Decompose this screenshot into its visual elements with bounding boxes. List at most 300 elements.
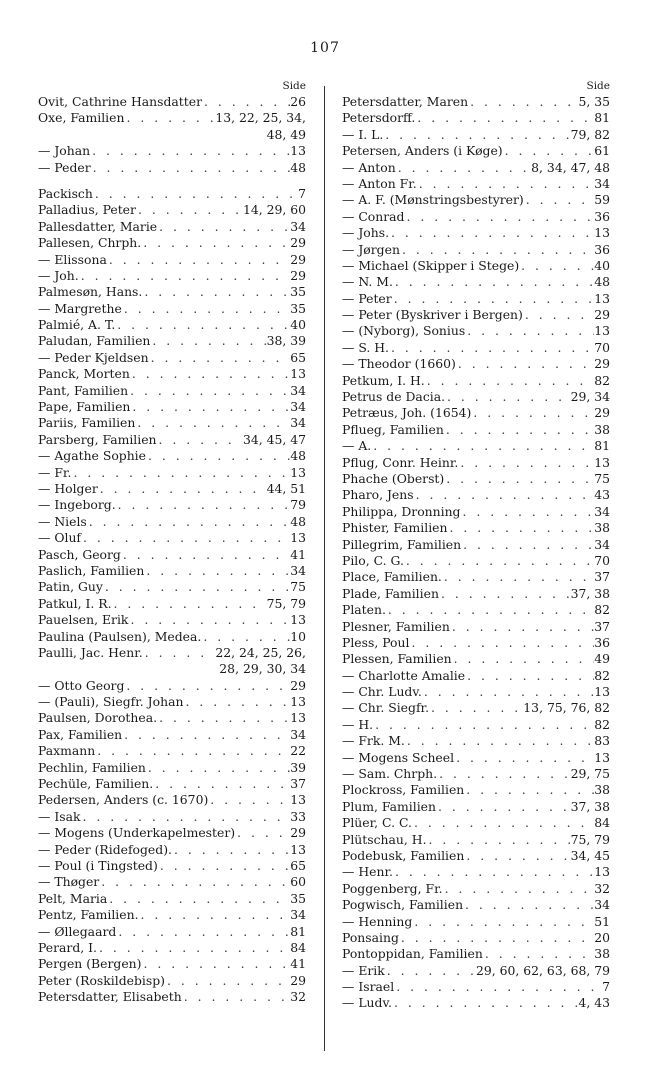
- entry-name: Paulli, Jac. Henr.: [38, 644, 143, 660]
- index-entry: [38, 202, 306, 218]
- entry-name: — Conrad: [342, 208, 405, 224]
- entry-name: Perard, I.: [38, 939, 97, 955]
- entry-pages: 29, 34: [570, 389, 610, 405]
- index-entry: [342, 389, 610, 405]
- entry-name: Paslich, Familien: [38, 562, 145, 578]
- index-entry: [342, 684, 610, 700]
- dot-leader: [399, 930, 594, 946]
- entry-pages: 13: [290, 612, 306, 628]
- index-entry: [38, 842, 306, 858]
- entry-pages: 70: [594, 552, 610, 568]
- index-entry: [342, 471, 610, 487]
- entry-pages: 81: [290, 923, 306, 939]
- entry-pages: 29: [290, 235, 306, 251]
- entry-pages: 13: [290, 841, 306, 857]
- index-entry: [342, 914, 610, 930]
- column-divider: [324, 86, 325, 1051]
- entry-pages: 82: [594, 716, 610, 732]
- entry-pages: 48: [290, 448, 306, 464]
- entry-pages: 10: [290, 628, 306, 644]
- entry-pages: 34: [594, 503, 610, 519]
- entry-name: Pasch, Georg: [38, 546, 121, 562]
- index-entry: [342, 569, 610, 585]
- entry-name: — Chr. Siegfr.: [342, 700, 430, 716]
- dot-leader: [519, 258, 594, 274]
- dot-leader: [396, 160, 531, 176]
- entry-name: — A. F. (Mønstringsbestyrer): [342, 192, 524, 208]
- dot-leader: [139, 907, 291, 923]
- index-entry: [38, 743, 306, 759]
- entry-name: Pilo, C. G.: [342, 552, 404, 568]
- entry-pages: 7: [298, 185, 306, 201]
- entry-name: Pauelsen, Erik: [38, 612, 129, 628]
- entry-name: — Peder Kjeldsen: [38, 349, 149, 365]
- entry-name: — Oluf: [38, 530, 82, 546]
- entry-name: Petersdatter, Maren: [342, 94, 469, 109]
- entry-pages: 28, 29, 30, 34: [219, 661, 306, 677]
- entry-name: Patin, Guy: [38, 579, 103, 595]
- dot-leader: [417, 176, 595, 192]
- entry-name: — Joh.: [38, 267, 79, 283]
- index-entry: [342, 897, 610, 913]
- entry-name: Paludan, Familien: [38, 333, 151, 349]
- index-column-right: [342, 78, 610, 1012]
- dot-leader: [201, 629, 290, 645]
- entry-pages: 22, 24, 25, 26,: [215, 644, 306, 660]
- entry-name: — Anton: [342, 159, 396, 175]
- dot-leader: [79, 268, 291, 284]
- entry-name: — Israel: [342, 979, 395, 995]
- entry-name: Pogwisch, Familien: [342, 897, 464, 913]
- dot-leader: [389, 340, 594, 356]
- dot-leader: [471, 405, 594, 421]
- index-entry: [342, 586, 610, 602]
- index-entry-list: [38, 94, 306, 1005]
- index-entry: [342, 815, 610, 831]
- entry-pages: 59: [594, 192, 610, 208]
- dot-leader: [400, 242, 594, 258]
- entry-pages: 81: [594, 110, 610, 126]
- dot-leader: [445, 389, 571, 405]
- entry-name: — Fr.: [38, 464, 72, 480]
- index-entry: [342, 700, 610, 716]
- index-entry: [38, 399, 306, 415]
- dot-leader: [412, 914, 594, 930]
- entry-pages: 79: [290, 497, 306, 513]
- entry-pages: 13: [594, 684, 610, 700]
- index-entry: [342, 963, 610, 979]
- entry-pages: 33: [290, 808, 306, 824]
- entry-pages: 48: [290, 513, 306, 529]
- entry-pages: 36: [594, 241, 610, 257]
- entry-name: — (Pauli), Siegfr. Johan: [38, 694, 184, 710]
- dot-leader: [124, 110, 215, 126]
- dot-leader: [143, 645, 216, 661]
- index-entry: [38, 514, 306, 530]
- entry-name: Plum, Familien: [342, 798, 436, 814]
- entry-name: Pentz, Familien.: [38, 907, 139, 923]
- index-entry: [342, 553, 610, 569]
- dot-leader: [393, 274, 594, 290]
- entry-name: — Thøger: [38, 874, 100, 890]
- dot-leader: [149, 350, 291, 366]
- index-entry: [38, 432, 306, 448]
- entry-name: — I. L.: [342, 126, 384, 142]
- dot-leader: [392, 291, 595, 307]
- dot-leader: [157, 710, 290, 726]
- index-entry: [38, 350, 306, 366]
- dot-leader: [93, 186, 298, 202]
- dot-leader: [444, 471, 594, 487]
- index-entry: [342, 356, 610, 372]
- entry-name: Petræus, Joh. (1654): [342, 405, 472, 421]
- entry-name: Pharo, Jens: [342, 487, 414, 503]
- entry-name: Pergen (Bergen): [38, 956, 142, 972]
- index-entry: [38, 924, 306, 940]
- index-entry: [38, 694, 306, 710]
- dot-leader: [463, 897, 594, 913]
- entry-pages: 81: [594, 438, 610, 454]
- entry-name: Patkul, I. R.: [38, 595, 112, 611]
- entry-name: — Erik: [342, 962, 385, 978]
- index-entry: [342, 537, 610, 553]
- dot-leader: [146, 760, 290, 776]
- index-entry: [38, 333, 306, 349]
- entry-pages: 40: [290, 317, 306, 333]
- entry-name: Pflueg, Familien: [342, 421, 444, 437]
- index-entry: [342, 373, 610, 389]
- entry-pages: 35: [290, 890, 306, 906]
- entry-pages: 4, 43: [578, 995, 610, 1011]
- dot-leader: [422, 684, 594, 700]
- entry-pages: 82: [594, 372, 610, 388]
- index-entry: [38, 415, 306, 431]
- index-entry-list: [342, 94, 610, 1012]
- entry-name: — Øllegaard: [38, 923, 117, 939]
- dot-leader: [157, 219, 290, 235]
- dot-leader: [442, 569, 594, 585]
- index-entry: [342, 635, 610, 651]
- dot-leader: [414, 487, 595, 503]
- index-entry: [342, 864, 610, 880]
- dot-leader: [142, 284, 290, 300]
- entry-pages: 82: [594, 667, 610, 683]
- entry-name: Podebusk, Familien: [342, 847, 465, 863]
- index-entry: [38, 858, 306, 874]
- entry-pages: 34: [290, 399, 306, 415]
- entry-name: — Otto Georg: [38, 677, 125, 693]
- dot-leader: [122, 727, 290, 743]
- entry-pages: 75: [594, 470, 610, 486]
- entry-pages: 43: [594, 487, 610, 503]
- entry-name: — Peder: [38, 159, 91, 175]
- entry-pages: 37: [594, 618, 610, 634]
- index-entry: [342, 160, 610, 176]
- dot-leader: [107, 891, 290, 907]
- entry-name: Pless, Poul: [342, 634, 410, 650]
- entry-pages: 29: [290, 677, 306, 693]
- index-entry: [38, 809, 306, 825]
- entry-name: Philippa, Dronning: [342, 503, 461, 519]
- index-entry: [38, 727, 306, 743]
- dot-leader: [98, 481, 267, 497]
- entry-name: — Mogens Scheel: [342, 749, 455, 765]
- dot-leader: [425, 373, 594, 389]
- index-entry: [342, 405, 610, 421]
- entry-name: Pillegrim, Familien: [342, 536, 462, 552]
- entry-pages: 34: [290, 382, 306, 398]
- entry-name: Plüer, C. C.: [342, 815, 412, 831]
- entry-name: — Sam. Chrph.: [342, 766, 438, 782]
- entry-name: — Anton Fr.: [342, 175, 417, 191]
- entry-pages: 38: [594, 946, 610, 962]
- dot-leader: [450, 619, 594, 635]
- dot-leader: [436, 799, 571, 815]
- index-entry: [342, 487, 610, 503]
- index-entry: [38, 448, 306, 464]
- entry-name: Ponsaing: [342, 929, 399, 945]
- entry-name: Pedersen, Anders (c. 1670): [38, 792, 209, 808]
- entry-name: — Agathe Sophie: [38, 448, 146, 464]
- dot-leader: [383, 127, 570, 143]
- entry-name: Petersdorff.: [342, 110, 416, 126]
- entry-pages: 29: [290, 251, 306, 267]
- entry-name: Paulsen, Dorothea.: [38, 710, 158, 726]
- dot-leader: [404, 553, 594, 569]
- entry-pages: 36: [594, 634, 610, 650]
- entry-name: Plockross, Familien: [342, 782, 465, 798]
- entry-pages: 84: [594, 815, 610, 831]
- dot-leader: [461, 504, 595, 520]
- dot-leader: [444, 422, 594, 438]
- index-entry: [38, 301, 306, 317]
- index-entry: [342, 848, 610, 864]
- entry-pages: 32: [290, 989, 306, 1005]
- dot-leader: [99, 874, 290, 890]
- entry-name: Pallesen, Chrph.: [38, 235, 142, 251]
- index-entry: [342, 602, 610, 618]
- entry-pages: 35: [290, 284, 306, 300]
- entry-pages: 34: [290, 907, 306, 923]
- dot-leader: [157, 432, 243, 448]
- index-entry: [342, 340, 610, 356]
- index-entry: [342, 455, 610, 471]
- entry-name: Pant, Familien: [38, 382, 129, 398]
- index-entry: [38, 710, 306, 726]
- index-entry: [38, 465, 306, 481]
- entry-name: — Niels: [38, 513, 87, 529]
- entry-name: — Jørgen: [342, 241, 400, 257]
- index-entry: [38, 956, 306, 972]
- entry-pages: 20: [594, 929, 610, 945]
- dot-leader: [142, 956, 291, 972]
- dot-leader: [429, 700, 523, 716]
- entry-pages: 39: [290, 759, 306, 775]
- entry-pages: 49: [594, 651, 610, 667]
- dot-leader: [437, 766, 571, 782]
- entry-name: Petrus de Dacia.: [342, 389, 446, 405]
- entry-pages: 37, 38: [570, 585, 610, 601]
- entry-pages: 34: [594, 897, 610, 913]
- entry-pages: 35: [290, 300, 306, 316]
- index-entry: [38, 235, 306, 251]
- entry-pages: 82: [594, 602, 610, 618]
- index-entry: [342, 717, 610, 733]
- dot-leader: [141, 235, 290, 251]
- entry-pages: 60: [290, 874, 306, 890]
- index-entry: [38, 383, 306, 399]
- entry-name: — Theodor (1660): [342, 356, 456, 372]
- dot-leader: [122, 301, 290, 317]
- entry-pages: 26: [290, 94, 306, 109]
- entry-pages: 29: [594, 356, 610, 372]
- entry-pages: 8, 34, 47, 48: [531, 159, 610, 175]
- entry-name: Place, Familien.: [342, 569, 442, 585]
- dot-leader: [128, 612, 290, 628]
- entry-name: Parsberg, Familien: [38, 431, 157, 447]
- entry-name: Oxe, Familien: [38, 110, 125, 126]
- dot-leader: [112, 596, 267, 612]
- index-entry: [342, 438, 610, 454]
- entry-pages: 13: [594, 290, 610, 306]
- dot-leader: [447, 520, 594, 536]
- entry-pages: 48: [594, 274, 610, 290]
- index-entry: [342, 422, 610, 438]
- entry-name: — Johan: [38, 143, 91, 159]
- entry-name: — Isak: [38, 808, 81, 824]
- dot-leader: [465, 323, 594, 339]
- index-entry: [342, 291, 610, 307]
- index-entry: [342, 209, 610, 225]
- index-entry: [38, 792, 306, 808]
- dot-leader: [135, 415, 290, 431]
- index-entry: [38, 760, 306, 776]
- entry-pages: 75, 79: [570, 831, 610, 847]
- entry-pages: 38: [594, 421, 610, 437]
- dot-leader: [150, 333, 266, 349]
- entry-pages: 14, 29, 60: [242, 202, 306, 218]
- index-entry: [38, 94, 306, 110]
- entry-pages: 61: [594, 143, 610, 159]
- index-entry: [38, 186, 306, 202]
- dot-leader: [172, 842, 290, 858]
- index-entry: [38, 989, 306, 1005]
- dot-leader: [483, 946, 594, 962]
- entry-pages: 13: [594, 864, 610, 880]
- dot-leader: [465, 668, 594, 684]
- entry-name: Pax, Familien: [38, 726, 123, 742]
- index-entry: [342, 274, 610, 290]
- entry-name: Phister, Familien: [342, 520, 448, 536]
- index-entry: [342, 520, 610, 536]
- entry-name: — N. M.: [342, 274, 393, 290]
- dot-leader: [97, 940, 290, 956]
- index-entry: [38, 579, 306, 595]
- index-entry: [342, 946, 610, 962]
- dot-leader: [115, 317, 290, 333]
- index-entry: [342, 94, 610, 110]
- entry-name: Plade, Familien: [342, 585, 439, 601]
- entry-name: — Frk. M.: [342, 733, 405, 749]
- entry-name: Palmié, A. T.: [38, 317, 116, 333]
- entry-pages: 79, 82: [570, 126, 610, 142]
- dot-leader: [158, 858, 290, 874]
- index-entry: [342, 766, 610, 782]
- index-entry: [38, 547, 306, 563]
- entry-pages: 13: [290, 366, 306, 382]
- dot-leader: [121, 547, 290, 563]
- entry-name: — Henr.: [342, 864, 393, 880]
- entry-name: Paxmann: [38, 743, 96, 759]
- dot-leader: [202, 94, 290, 110]
- index-entry: [342, 930, 610, 946]
- entry-name: — Henning: [342, 913, 413, 929]
- index-entry: [38, 891, 306, 907]
- index-entry: [342, 881, 610, 897]
- entry-pages: 13: [290, 710, 306, 726]
- entry-pages: 32: [594, 880, 610, 896]
- index-entry: [342, 225, 610, 241]
- entry-name: Pechüle, Familien.: [38, 776, 154, 792]
- entry-name: Petersen, Anders (i Køge): [342, 143, 503, 159]
- index-entry: [342, 799, 610, 815]
- entry-name: Peter (Roskildebisp): [38, 972, 165, 988]
- entry-pages: 48, 49: [266, 126, 306, 142]
- index-entry: [342, 127, 610, 143]
- dot-leader: [128, 383, 290, 399]
- index-entry: [342, 504, 610, 520]
- entry-pages: 75: [290, 579, 306, 595]
- entry-pages: 13, 22, 25, 34,: [215, 110, 306, 126]
- side-column-heading: Side: [586, 80, 610, 92]
- index-entry: [38, 481, 306, 497]
- entry-pages: 70: [594, 339, 610, 355]
- dot-leader: [389, 225, 594, 241]
- index-entry: [342, 651, 610, 667]
- entry-pages: 36: [594, 208, 610, 224]
- entry-name: Ovit, Cathrine Hansdatter: [38, 94, 203, 109]
- dot-leader: [87, 514, 290, 530]
- entry-name: — Mogens (Underkapelmester): [38, 825, 236, 841]
- entry-pages: 29: [290, 972, 306, 988]
- entry-name: Paulina (Paulsen), Medea.: [38, 628, 202, 644]
- dot-leader: [405, 733, 594, 749]
- entry-pages: 13: [594, 454, 610, 470]
- entry-pages: 13: [290, 464, 306, 480]
- dot-leader: [130, 366, 290, 382]
- entry-name: — Ingeborg.: [38, 497, 116, 513]
- entry-pages: 75, 79: [266, 595, 306, 611]
- entry-pages: 34: [290, 415, 306, 431]
- entry-pages: 34: [290, 562, 306, 578]
- entry-pages: 83: [594, 733, 610, 749]
- entry-pages: 29: [594, 307, 610, 323]
- entry-name: Pechlin, Familien: [38, 759, 146, 775]
- entry-name: — Peter: [342, 290, 392, 306]
- index-entry: [38, 366, 306, 382]
- entry-pages: 37: [290, 776, 306, 792]
- dot-leader: [144, 563, 290, 579]
- entry-pages: 37, 38: [570, 798, 610, 814]
- entry-name: Phache (Oberst): [342, 470, 445, 486]
- entry-pages: 5, 35: [578, 94, 610, 109]
- dot-leader: [468, 94, 578, 110]
- entry-name: — A.: [342, 438, 372, 454]
- dot-leader: [80, 809, 290, 825]
- entry-name: Pallesdatter, Marie: [38, 218, 158, 234]
- dot-leader: [461, 537, 594, 553]
- entry-name: — Peter (Byskriver i Bergen): [342, 307, 523, 323]
